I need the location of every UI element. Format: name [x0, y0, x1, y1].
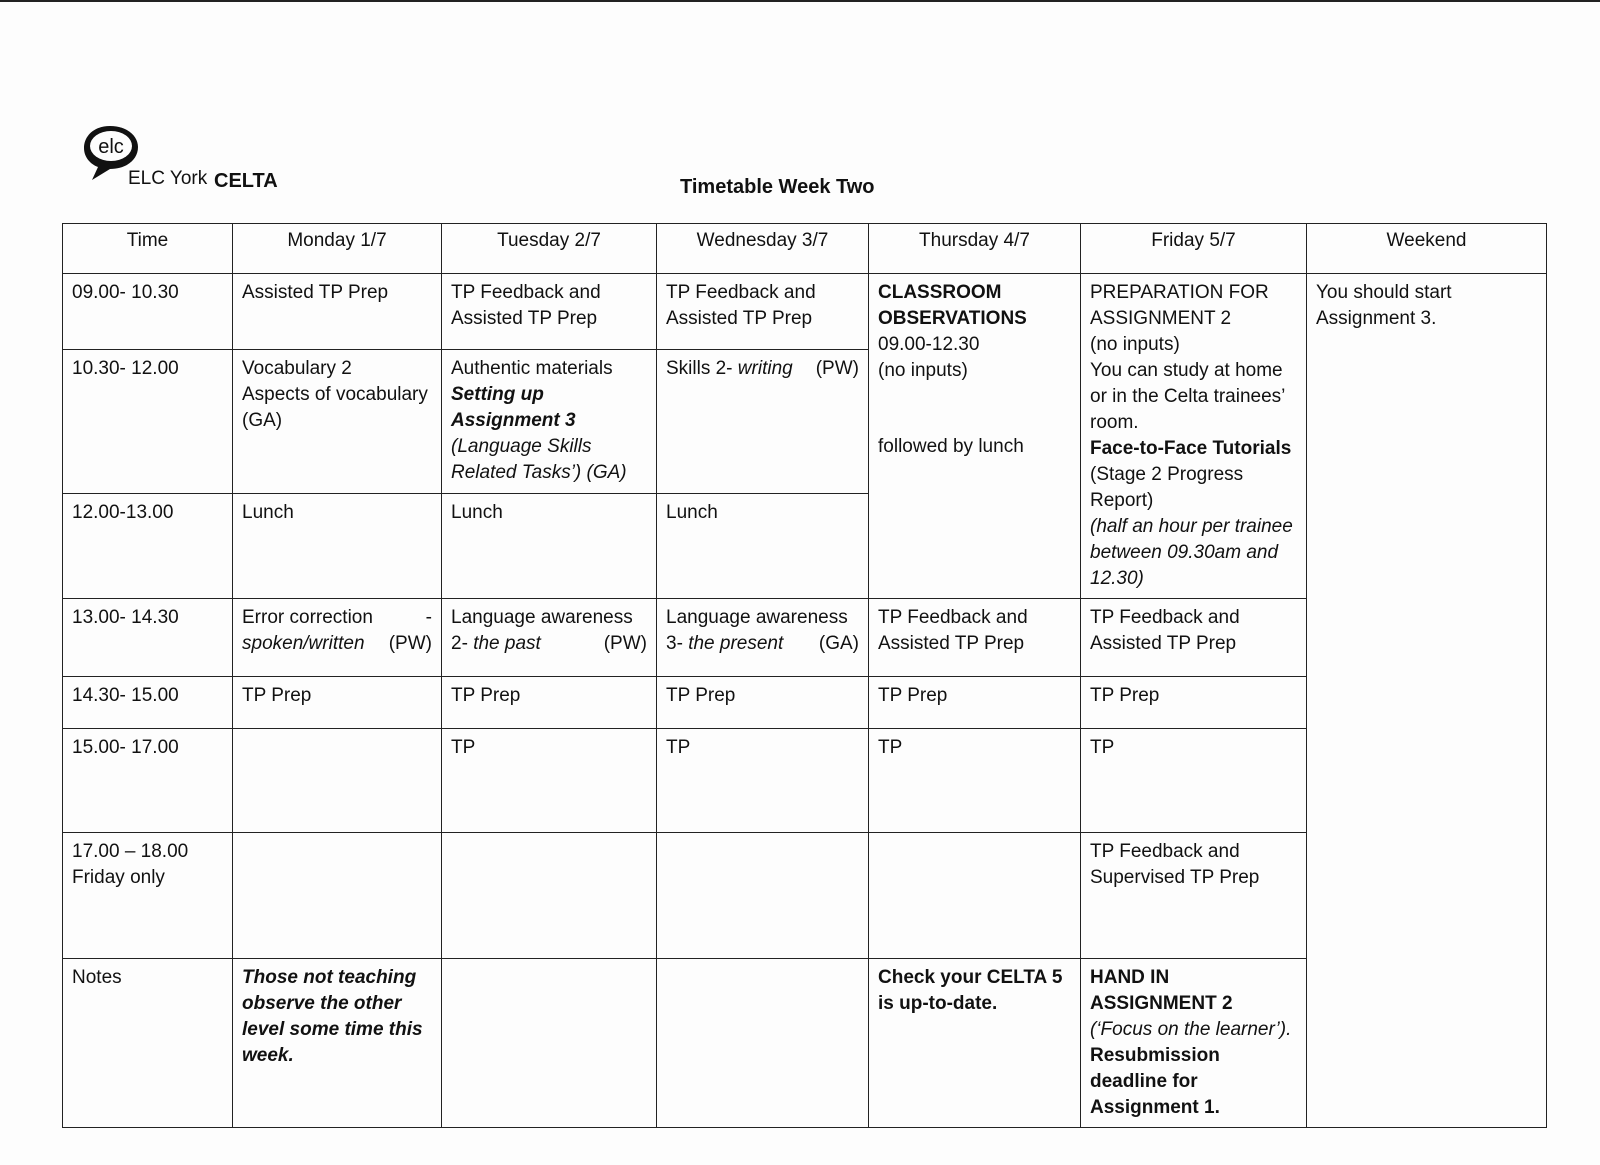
table-row	[63, 274, 1547, 350]
friday-r7a: TP Feedback and	[1090, 841, 1240, 862]
logo-lettering: elc	[98, 136, 124, 158]
page-title: Timetable Week Two	[680, 176, 875, 198]
tuesday-cell: TP Prep	[442, 677, 657, 729]
friday-prep-e: Face-to-Face Tutorials	[1090, 438, 1292, 459]
monday-r4a: Error correction	[242, 607, 373, 628]
monday-cell	[233, 350, 442, 494]
thursday-observations-cell	[869, 274, 1081, 599]
time-cell: 13.00- 14.30	[63, 599, 233, 677]
thursday-cell: TP	[869, 729, 1081, 833]
tuesday-r2c: (Language Skills Related Tasks’)	[451, 436, 592, 484]
time-cell: 15.00- 17.00	[63, 729, 233, 833]
friday-prep-f: (Stage 2 Progress Report)	[1090, 464, 1244, 511]
col-header-time: Time	[63, 224, 233, 274]
time-friday-only: Friday only	[72, 867, 165, 888]
time-cell: 14.30- 15.00	[63, 677, 233, 729]
col-header-wednesday: Wednesday 3/7	[657, 224, 869, 274]
tuesday-r4a: Language awareness	[451, 607, 633, 628]
monday-notes: Those not teaching observe the other level some time this week.	[233, 959, 442, 1128]
wednesday-r4tag: (GA)	[818, 633, 859, 654]
wednesday-cell	[657, 833, 869, 959]
monday-cell	[233, 274, 442, 350]
wednesday-cell: TP	[657, 729, 869, 833]
tuesday-r4b-it: the past	[473, 633, 541, 654]
friday-cell: TP	[1081, 729, 1307, 833]
thursday-cell	[869, 833, 1081, 959]
tuesday-cell	[442, 599, 657, 677]
wednesday-r2it: writing	[737, 358, 793, 380]
wednesday-cell	[657, 599, 869, 677]
friday-cell: TP Prep	[1081, 677, 1307, 729]
thursday-obs-note: (no inputs)	[878, 360, 968, 381]
notes-label: Notes	[63, 959, 233, 1128]
monday-r1: Assisted TP Prep	[242, 282, 389, 303]
monday-r2b: Aspects of vocabulary	[242, 384, 428, 406]
col-header-tuesday: Tuesday 2/7	[442, 224, 657, 274]
tuesday-notes	[442, 959, 657, 1128]
monday-cell	[233, 494, 442, 599]
monday-cell	[233, 729, 442, 833]
tuesday-cell	[442, 274, 657, 350]
monday-cell: TP Prep	[233, 677, 442, 729]
wednesday-r4a: Language awareness	[666, 607, 848, 628]
tuesday-cell	[442, 494, 657, 599]
org-name: ELC York	[128, 168, 208, 189]
friday-prep-c: (no inputs)	[1090, 334, 1180, 355]
monday-r2c: (GA)	[242, 410, 283, 432]
thursday-r4b: Assisted TP Prep	[878, 633, 1025, 654]
time-cell: 10.30- 12.00	[63, 350, 233, 494]
scan-edge-line	[0, 0, 1600, 2]
monday-r4b: spoken/written	[242, 633, 365, 654]
time-cell: 12.00-13.00	[63, 494, 233, 599]
wednesday-cell	[657, 274, 869, 350]
monday-r3: Lunch	[242, 502, 294, 524]
tuesday-r1b: Assisted TP Prep	[451, 308, 598, 329]
timetable	[62, 223, 1547, 1128]
monday-r2a: Vocabulary 2	[242, 358, 352, 380]
thursday-cell: TP Prep	[869, 677, 1081, 729]
time-evening: 17.00 – 18.00	[72, 841, 189, 862]
weekend-cell	[1307, 274, 1547, 1128]
tuesday-r2a: Authentic materials	[451, 358, 613, 380]
thursday-obs-b: OBSERVATIONS	[878, 308, 1027, 329]
friday-notes-c: Resubmission deadline for Assignment 1.	[1090, 1045, 1220, 1118]
thursday-obs-a: CLASSROOM	[878, 282, 1002, 303]
time-cell: 09.00- 10.30	[63, 274, 233, 350]
time-cell	[63, 833, 233, 959]
friday-prep-b: ASSIGNMENT 2	[1090, 308, 1232, 329]
friday-cell	[1081, 599, 1307, 677]
wednesday-cell	[657, 350, 869, 494]
thursday-obs-time: 09.00-12.30	[878, 334, 980, 355]
tuesday-cell: TP	[442, 729, 657, 833]
thursday-notes: Check your CELTA 5 is up-to-date.	[869, 959, 1081, 1128]
wednesday-r4b-it: the present	[688, 633, 784, 654]
tuesday-r2b: Setting up Assignment 3	[451, 384, 576, 432]
wednesday-r4b-num: 3-	[666, 633, 689, 654]
friday-preparation-cell	[1081, 274, 1307, 599]
monday-r4dash: -	[425, 607, 432, 628]
wednesday-r3: Lunch	[666, 502, 718, 524]
monday-cell	[233, 599, 442, 677]
friday-notes-a: HAND IN ASSIGNMENT 2	[1090, 967, 1233, 1014]
col-header-friday: Friday 5/7	[1081, 224, 1307, 274]
wednesday-notes	[657, 959, 869, 1128]
thursday-cell	[869, 599, 1081, 677]
col-header-thursday: Thursday 4/7	[869, 224, 1081, 274]
wednesday-r1a: TP Feedback and	[666, 282, 816, 303]
monday-r4tag: (PW)	[388, 633, 432, 654]
course-name: CELTA	[214, 170, 278, 192]
tuesday-cell	[442, 350, 657, 494]
wednesday-r1b: Assisted TP Prep	[666, 308, 813, 329]
friday-prep-g: (half an hour per trainee between 09.30am and 12.30)	[1090, 516, 1293, 589]
header-row	[63, 224, 1547, 274]
friday-cell	[1081, 833, 1307, 959]
friday-r4b: Assisted TP Prep	[1090, 633, 1237, 654]
friday-prep-a: PREPARATION FOR	[1090, 282, 1269, 303]
thursday-obs-lunch: followed by lunch	[878, 436, 1024, 457]
weekend-text: You should start Assignment 3.	[1316, 282, 1452, 329]
tuesday-r1a: TP Feedback and	[451, 282, 601, 303]
wednesday-r2tag: (PW)	[815, 358, 859, 380]
friday-r4a: TP Feedback and	[1090, 607, 1240, 628]
monday-cell	[233, 833, 442, 959]
wednesday-cell	[657, 494, 869, 599]
wednesday-cell: TP Prep	[657, 677, 869, 729]
tuesday-r2tag: (GA)	[586, 462, 627, 484]
tuesday-cell	[442, 833, 657, 959]
friday-r7b: Supervised TP Prep	[1090, 867, 1260, 888]
tuesday-r4tag: (PW)	[603, 633, 647, 654]
tuesday-r3: Lunch	[451, 502, 503, 524]
col-header-monday: Monday 1/7	[233, 224, 442, 274]
friday-notes-b: (‘Focus on the learner’).	[1090, 1019, 1292, 1040]
tuesday-r4b-num: 2-	[451, 633, 474, 654]
col-header-weekend: Weekend	[1307, 224, 1547, 274]
wednesday-r2a: Skills 2-	[666, 358, 738, 380]
thursday-r4a: TP Feedback and	[878, 607, 1028, 628]
friday-notes	[1081, 959, 1307, 1128]
friday-prep-d: You can study at home or in the Celta trainees’ room.	[1090, 360, 1285, 433]
